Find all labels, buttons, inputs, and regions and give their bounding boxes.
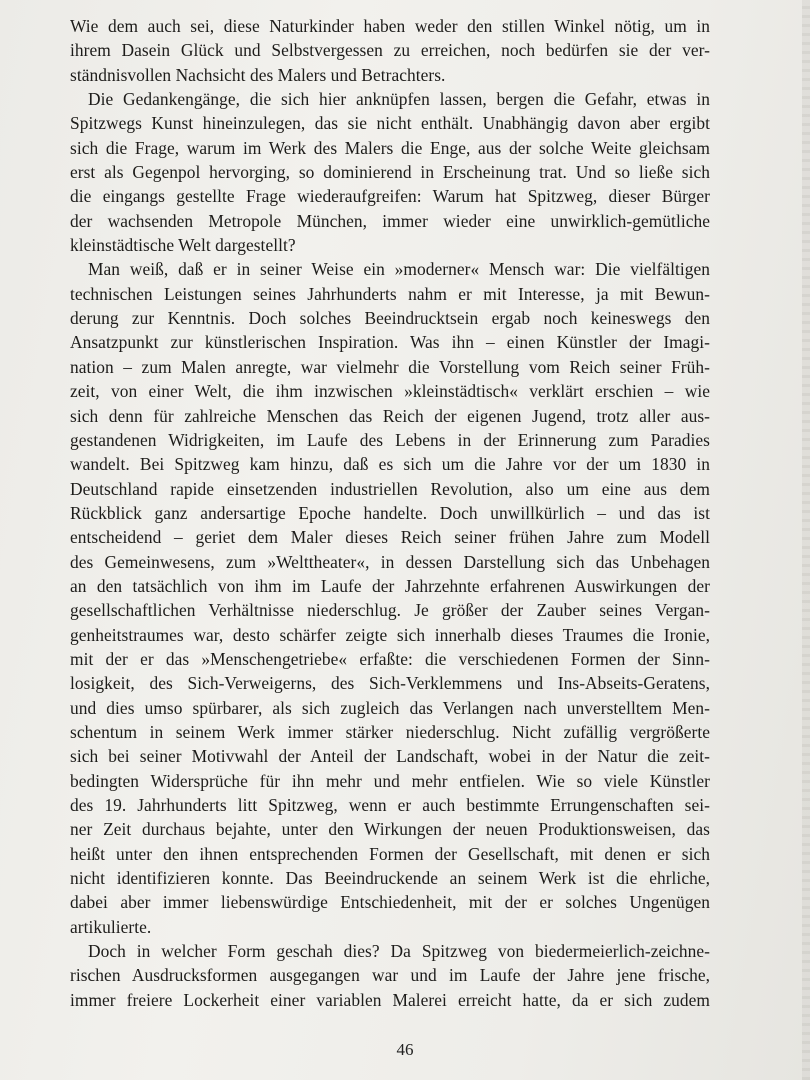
text-line: Spitzwegs Kunst hineinzulegen, das sie nicht enthält. Unabhängig davon aber ergibt [70,113,710,134]
text-line: gestandenen Widrigkeiten, im Laufe des Lebens in der Erinnerung zum Paradies [70,429,710,450]
body-text [70,14,710,1012]
text-line: Ansatzpunkt zur künstlerischen Inspiration. Was ihn – einen Künstler der Imagi- [70,332,710,353]
text-line: gesellschaftlichen Verhältnisse niederschlug. Je größer der Zauber seines Vergan- [70,600,710,621]
text-line: zeit, von einer Welt, die ihm inzwischen »kleinstädtisch« verklärt erschien – wie [70,381,710,402]
text-line: nation – zum Malen anregte, war vielmehr die Vorstellung vom Reich seiner Früh- [70,356,710,377]
text-line: losigkeit, des Sich-Verweigerns, des Sich-Verklemmens und Ins-Abseits-Geratens, [70,673,710,694]
text-line: und dies umso spürbarer, als sich zugleich das Verlangen nach unverstelltem Men- [70,697,710,718]
text-line: dabei aber immer liebenswürdige Entschiedenheit, mit der er solches Ungenügen [70,892,710,913]
page-edge [802,0,810,1080]
text-line: die eingangs gestellte Frage wiederaufgreifen: Warum hat Spitzweg, dieser Bürger [70,186,710,207]
text-line: mit der er das »Menschengetriebe« erfaßte: die verschiedenen Formen der Sinn- [70,648,710,669]
text-line: Deutschland rapide einsetzenden industriellen Revolution, also um eine aus dem [70,478,710,499]
text-line: des Gemeinwesens, zum »Welttheater«, in dessen Darstellung sich das Unbehagen [70,551,710,572]
text-line: Die Gedankengänge, die sich hier anknüpfen lassen, bergen die Gefahr, etwas in [88,89,710,110]
page-number: 46 [396,1040,414,1059]
text-line: der wachsenden Metropole München, immer wieder eine unwirklich-gemütliche [70,210,710,231]
text-line: immer freiere Lockerheit einer variablen Malerei erreicht hatte, da er sich zudem [70,989,710,1010]
text-line: ihrem Dasein Glück und Selbstvergessen zu erreichen, noch bedürfen sie der ver- [70,40,710,61]
text-line: bedingten Widersprüche für ihn mehr und mehr entfielen. Wie so viele Künstler [70,770,710,791]
text-line: rischen Ausdrucksformen ausgegangen war und im Laufe der Jahre jene frische, [70,965,710,986]
text-line: entscheidend – geriet dem Maler dieses Reich seiner frühen Jahre zum Modell [70,527,710,548]
text-line: Wie dem auch sei, diese Naturkinder haben weder den stillen Winkel nötig, um in [70,16,710,36]
text-line: Man weiß, daß er in seiner Weise ein »moderner« Mensch war: Die vielfältigen [88,259,710,280]
text-line: genheitstraumes war, desto schärfer zeigte sich innerhalb dieses Traumes die Ironie, [70,624,710,645]
text-line: sich bei seiner Motivwahl der Anteil der Landschaft, wobei in der Natur die zeit- [70,746,710,767]
text-line: kleinstädtische Welt dargestellt? [70,235,296,256]
text-line: Doch in welcher Form geschah dies? Da Spitzweg von biedermeierlich-zeichne- [88,941,710,962]
text-line: nicht identifizieren konnte. Das Beeindruckende an seinem Werk ist die ehrliche, [70,868,710,889]
text-line: ständnisvollen Nachsicht des Malers und Betrachters. [70,64,446,85]
text-line: ner Zeit durchaus bejahte, unter den Wirkungen der neuen Produktionsweisen, das [70,819,710,840]
text-line: Rückblick ganz andersartige Epoche handelte. Doch unwillkürlich – und das ist [70,502,710,523]
text-line: an den tatsächlich von ihm im Laufe der Jahrzehnte erfahrenen Auswirkungen der [70,575,710,596]
text-line: erst als Gegenpol hervorging, so dominierend in Erscheinung trat. Und so ließe sich [70,162,710,183]
text-line: des 19. Jahrhunderts litt Spitzweg, wenn er auch bestimmte Errungenschaften sei- [70,795,710,815]
text-line: derung zur Kenntnis. Doch solches Beeindrucktsein ergab noch keineswegs den [70,308,710,329]
text-line: technischen Leistungen seines Jahrhunderts nahm er mit Interesse, ja mit Bewun- [70,283,710,304]
text-line: schentum in seinem Werk immer stärker niederschlug. Nicht zufällig vergrößerte [70,721,710,742]
text-line: heißt unter den ihnen entsprechenden Formen der Gesellschaft, mit denen er sich [70,843,710,864]
text-line: sich die Frage, warum im Werk des Malers die Enge, aus der solche Weite gleichsam [70,137,710,158]
text-line: wandelt. Bei Spitzweg kam hinzu, daß es sich um die Jahre vor der um 1830 in [70,454,710,475]
text-line: sich denn für zahlreiche Menschen das Reich der eigenen Jugend, trotz aller aus- [70,405,710,426]
text-line: artikulierte. [70,916,152,937]
